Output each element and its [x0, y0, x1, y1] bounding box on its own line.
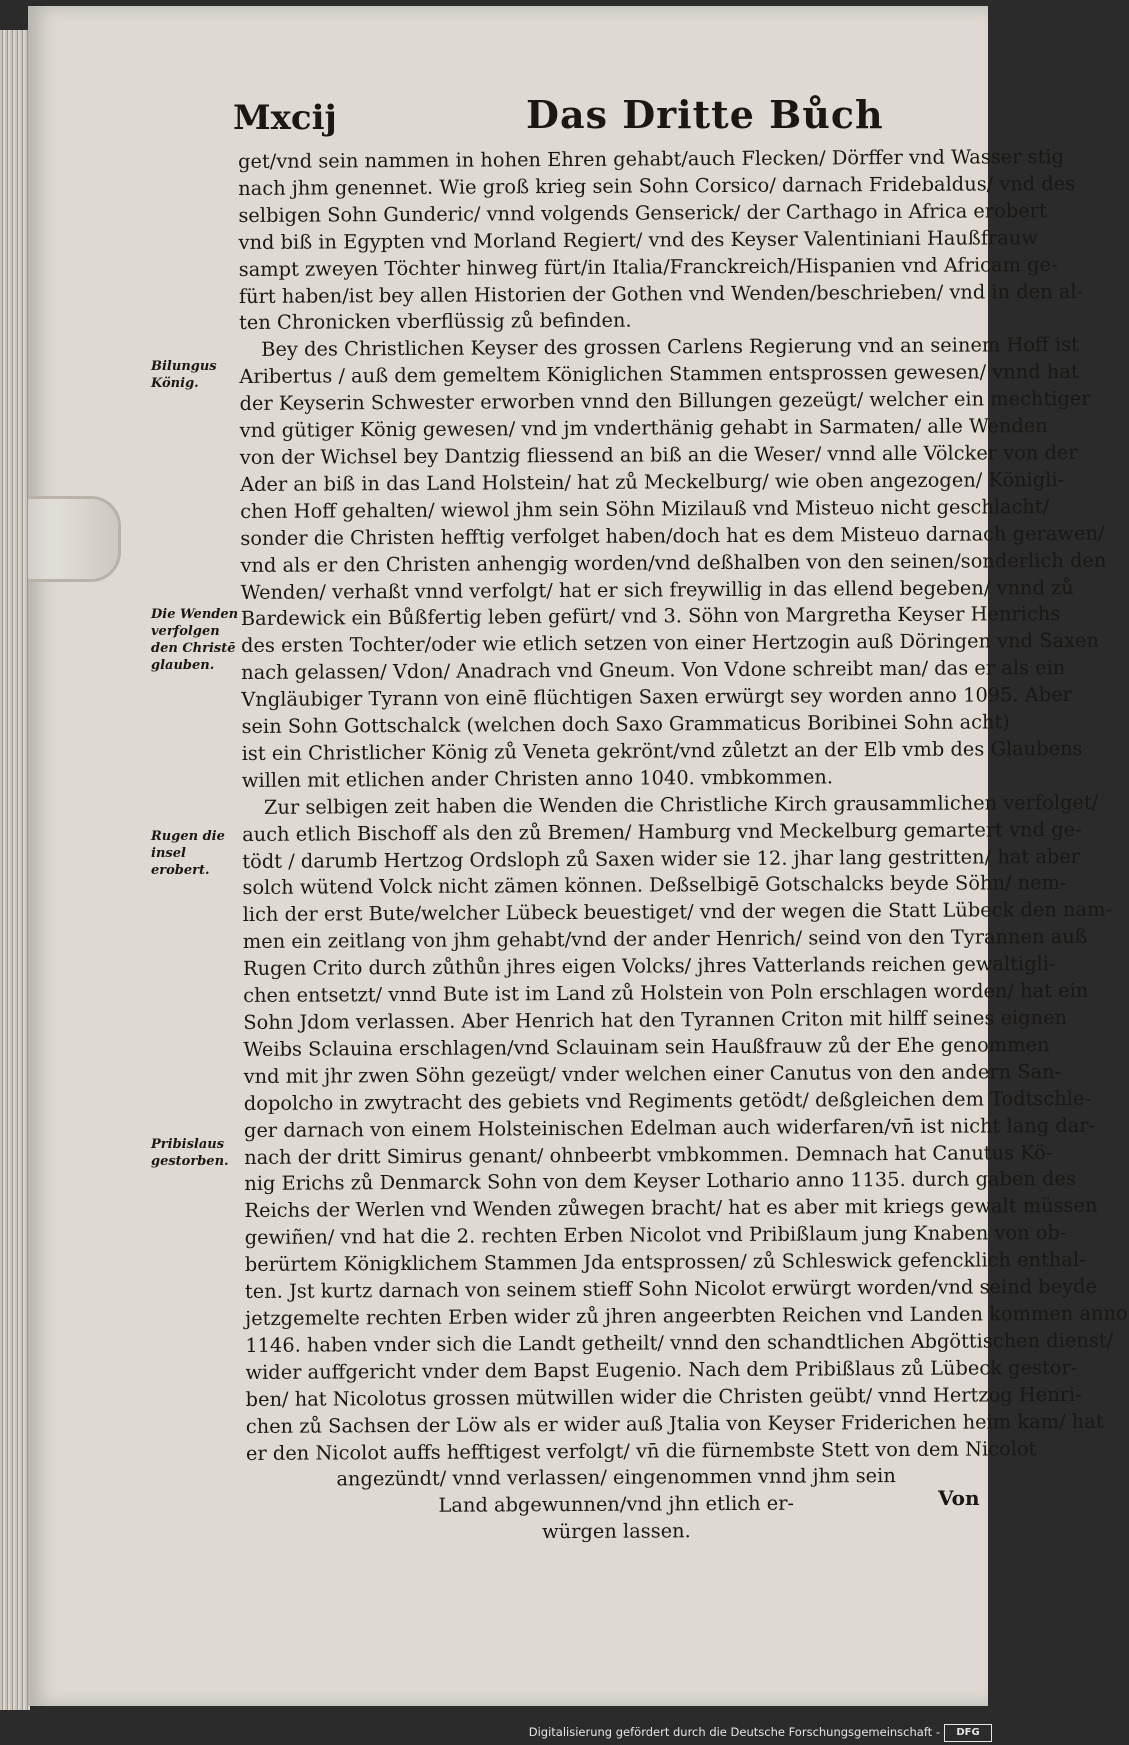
body-text	[238, 144, 1128, 1548]
margin-note-bilungus: Bilungus König.	[151, 359, 217, 391]
text-line: gewiñen/ vnd hat die 2. rechten Erben Nicolot vnd Pribißlaum jung Knaben von ob-	[244, 1221, 1067, 1250]
text-line: angezündt/ vnnd verlassen/ eingenommen vnnd jhm sein	[336, 1464, 896, 1491]
text-line: vnd als er den Christen anhengig worden/vnd deßhalben von den seinen/sonderlich den	[240, 548, 1107, 577]
text-line: get/vnd sein nammen in hohen Ehren gehabt/auch Flecken/ Dörffer vnd Wasser stig	[238, 144, 1065, 173]
margin-note-pribislaus: Pribislaus gestorben.	[151, 1137, 229, 1169]
text-line: jetzgemelte rechten Erben wider zů jhren angeerbten Reichen vnd Landen kommen anno	[245, 1301, 1128, 1330]
book-page-edges	[0, 30, 30, 1710]
text-line: Zur selbigen zeit haben die Wenden die Christliche Kirch grausammlichen verfolget/	[263, 790, 1099, 819]
text-line: solch wütend Volck nicht zämen können. Deßselbigē Gotschalcks beyde Söhn/ nem-	[242, 871, 1067, 900]
text-line: chen Hoff gehalten/ wiewol jhm sein Söhn Mizilauß vnd Misteuo nicht geschlacht/	[240, 494, 1050, 523]
text-line: Land abgewunnen/vnd jhn etlich er-	[438, 1491, 795, 1518]
text-line: ten Chronicken vberflüssig zů befinden.	[238, 309, 632, 335]
text-line: würgen lassen.	[542, 1519, 691, 1544]
text-line: vnd gütiger König gewesen/ vnd jm vnderthänig gehabt in Sarmaten/ alle Wenden	[239, 414, 1048, 443]
text-line: vnd mit jhr zwen Söhn gezeügt/ vnder welchen einer Canutus von den andern San-	[243, 1059, 1062, 1088]
text-line: dopolcho in zwytracht des gebiets vnd Regiments getödt/ deßgleichen dem Todtschle-	[243, 1086, 1091, 1115]
running-head: Das Dritte Bůch	[526, 92, 884, 137]
text-line: Bardewick ein Bůßfertig leben gefürt/ vnd 3. Söhn von Margretha Keyser Henrichs	[240, 602, 1061, 631]
text-line: er den Nicolot auffs hefftigest verfolgt/ vn̄ die fürnembste Stett von dem Nicolot	[245, 1436, 1037, 1465]
footer-bar	[0, 1722, 1000, 1745]
text-line: lich der erst Bute/welcher Lübeck beuestiget/ vnd der wegen die Statt Lübeck den nam-	[242, 898, 1113, 927]
text-line: selbigen Sohn Gunderic/ vnnd volgends Genserick/ der Carthago in Africa erobert	[238, 198, 1047, 227]
text-line: Reichs der Werlen vnd Wenden zůwegen bracht/ hat es aber mit kriegs gewalt müssen	[244, 1194, 1098, 1223]
text-line: men ein zeitlang von jhm gehabt/vnd der ander Henrich/ seind von den Tyrannen auß	[242, 925, 1088, 954]
margin-note-wenden: Die Wenden verfolgen den Christē glauben.	[151, 607, 239, 673]
text-line: berürtem Königklichem Stammen Jda entsprossen/ zů Schleswick gefencklich enthal-	[244, 1247, 1086, 1277]
text-line: Wenden/ verhaßt vnnd verfolgt/ hat er sich freywillig in das ellend begeben/ vnnd zů	[240, 575, 1074, 604]
page-number: Mxcij	[233, 98, 337, 138]
text-line: vnd biß in Egypten vnd Morland Regiert/ vnd des Keyser Valentiniani Haußfrauw	[238, 225, 1038, 254]
digitization-credit: Digitalisierung gefördert durch die Deutsche Forschungsgemeinschaft -	[528, 1725, 940, 1739]
text-line: auch etlich Bischoff als den zů Bremen/ Hamburg vnd Meckelburg gemartert vnd ge-	[242, 817, 1082, 846]
text-line: Aribertus / auß dem gemeltem Königlichen Stammen entsprossen gewesen/ vnnd hat	[239, 360, 1079, 389]
text-line: sonder die Christen hefftig verfolget haben/doch hat es dem Misteuo darnach gerawen/	[240, 521, 1105, 550]
text-line: sampt zweyen Töchter hinweg fürt/in Italia/Franckreich/Hispanien vnd Africam ge-	[238, 252, 1058, 281]
book-page	[28, 6, 1128, 1706]
text-line: von der Wichsel bey Dantzig fliessend an biß an die Weser/ vnnd alle Völcker von der	[239, 440, 1078, 469]
page-clip	[28, 496, 121, 582]
text-line: tödt / darumb Hertzog Ordsloph zů Saxen wider sie 12. jhar lang gestritten/ hat aber	[242, 844, 1081, 873]
text-line: fürt haben/ist bey allen Historien der Gothen vnd Wenden/beschrieben/ vnd in den al-	[238, 279, 1084, 308]
text-line: willen mit etlichen ander Christen anno 1040. vmbkommen.	[241, 765, 834, 792]
text-line: nach gelassen/ Vdon/ Anadrach vnd Gneum. Von Vdone schreibt man/ das er als ein	[241, 656, 1066, 685]
text-line: chen entsetzt/ vnnd Bute ist im Land zů Holstein von Poln erschlagen worden/ hat ein	[243, 978, 1089, 1008]
text-line: nach jhm genennet. Wie groß krieg sein Sohn Corsico/ darnach Fridebaldus/ vnd des	[238, 171, 1076, 200]
text-line: Ader an biß in das Land Holstein/ hat zů Meckelburg/ wie oben angezogen/ Königli-	[239, 467, 1065, 496]
text-line: chen zů Sachsen der Löw als er wider auß Jtalia von Keyser Friderichen heim kam/ hat	[245, 1409, 1104, 1438]
text-line: Rugen Crito durch zůthůn jhres eigen Volcks/ jhres Vatterlands reichen gewaltigli-	[242, 952, 1056, 981]
text-line: sein Sohn Gottschalck (welchen doch Saxo Grammaticus Boribinei Sohn acht)	[241, 710, 1010, 739]
text-line: Vngläubiger Tyrann von einē flüchtigen Saxen erwürgt sey worden anno 1095. Aber	[241, 683, 1072, 712]
text-line: Weibs Sclauina erschlagen/vnd Sclauinam sein Haußfrauw zů der Ehe genommen	[243, 1032, 1050, 1061]
text-line: Sohn Jdom verlassen. Aber Henrich hat den Tyrannen Criton mit hilff seines eignen	[243, 1005, 1068, 1034]
text-line: nig Erichs zů Denmarck Sohn von dem Keyser Lothario anno 1135. durch gaben des	[244, 1167, 1076, 1196]
text-line: wider auffgericht vnder dem Bapst Eugenio. Nach dem Pribißlaus zů Lübeck gestor-	[245, 1355, 1078, 1384]
text-line: ger darnach von einem Holsteinischen Edelman auch widerfaren/vn̄ ist nicht lang dar-	[243, 1113, 1096, 1142]
text-line: des ersten Tochter/oder wie etlich setzen von einer Hertzogin auß Döringen vnd Saxen	[240, 629, 1100, 658]
text-line: ben/ hat Nicolotus grossen mütwillen wider die Christen geübt/ vnnd Hertzog Henri-	[245, 1382, 1082, 1411]
text-line: ten. Jst kurtz darnach von seinem stieff Sohn Nicolot erwürgt worden/vnd seind beyde	[244, 1274, 1098, 1304]
text-line: Bey des Christlichen Keyser des grossen Carlens Regierung vnd an seinem Hoff ist	[261, 333, 1079, 362]
text-line: der Keyserin Schwester erworben vnnd den Billungen gezeügt/ welcher ein mechtiger	[239, 386, 1091, 416]
catchword: Von	[938, 1486, 980, 1510]
text-line: 1146. haben vnder sich die Landt getheilt/ vnnd den schandtlichen Abgöttischen dienst/	[245, 1328, 1114, 1357]
margin-note-rugen: Rugen die insel erobert.	[151, 829, 225, 878]
text-line: ist ein Christlicher König zů Veneta gekrönt/vnd zůletzt an der Elb vmb des Glaubens	[241, 736, 1083, 765]
dfg-logo-icon: DFG	[944, 1724, 992, 1742]
text-line: nach der dritt Simirus genant/ ohnbeerbt vmbkommen. Demnach hat Canutus Kö-	[244, 1140, 1053, 1169]
